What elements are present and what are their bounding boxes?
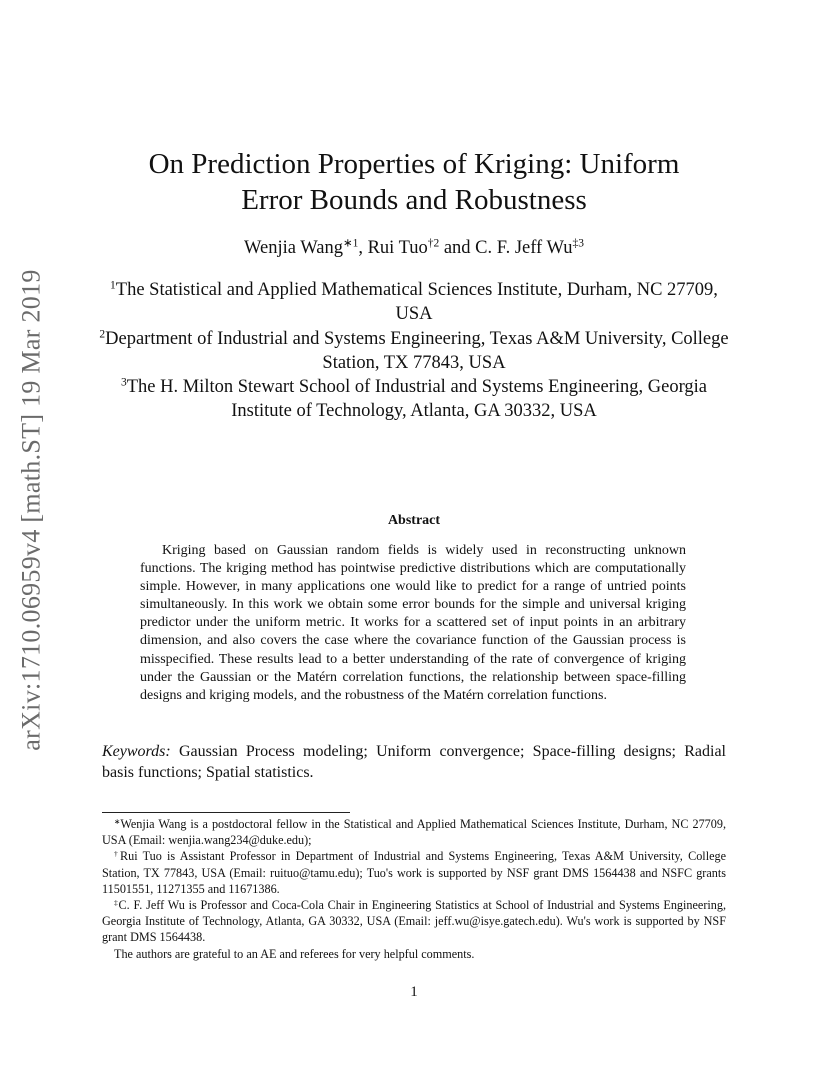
keywords [102, 742, 726, 783]
footnotes [102, 816, 726, 962]
footnote-mark: † [114, 849, 120, 859]
footnote-text: C. F. Jeff Wu is Professor and Coca-Cola Chair in Engineering Statistics at School of Industrial and Systems Engineering, Georgia Institute of Technology, Atlanta, GA 30332, USA (Email: jeff.wu@isye.gatech.edu). Wu's work is supported by NSF grant DMS 1564438. [102, 898, 726, 945]
author-name: C. F. Jeff Wu [475, 238, 573, 258]
author-list [90, 236, 738, 260]
affiliation-number: 1 [110, 279, 116, 292]
author-marks: ∗1 [342, 237, 359, 250]
author-name: Wenjia Wang [244, 238, 343, 258]
author-marks: ‡3 [572, 237, 584, 250]
footnote [102, 897, 726, 946]
footnote [102, 848, 726, 897]
arxiv-side-stamp [12, 270, 52, 750]
title-line-2: Error Bounds and Robustness [241, 184, 587, 216]
abstract-heading: Abstract [387, 513, 441, 528]
footnote-rule [102, 812, 350, 813]
affiliation-text: Department of Industrial and Systems Engineering, Texas A&M University, College Station, TX 77843, USA [105, 328, 729, 373]
footnote-text: Wenjia Wang is a postdoctoral fellow in the Statistical and Applied Mathematical Sciences Institute, Durham, NC 27709, USA (Email: wenjia.wang234@duke.edu); [102, 817, 726, 848]
affiliation-number: 3 [121, 376, 127, 389]
affiliation-text: The H. Milton Stewart School of Industrial and Systems Engineering, Georgia Institute of Technology, Atlanta, GA 30332, USA [126, 377, 707, 422]
page-number: 1 [410, 984, 418, 1000]
author-name: Rui Tuo [367, 238, 428, 258]
abstract-text: Kriging based on Gaussian random fields is widely used in reconstructing unknown functions. The kriging method has pointwise predictive distributions which are computationally simple. However, in many applications one would like to predict for a range of untried points simultaneously. In this work we obtain some error bounds for the simple and universal kriging predictor under the uniform metric. It works for a scattered set of input points in an arbitrary dimension, and also covers the case where the covariance function of the Gaussian process is misspecified. These results lead to a better understanding of the rate of convergence of kriging under the Gaussian or the Matérn correlation functions, the relationship between space-filling designs and kriging models, and the robustness of the Matérn correlation functions. [140, 543, 686, 703]
affiliation [90, 375, 738, 424]
footnote [102, 816, 726, 848]
affiliation-text: The Statistical and Applied Mathematical Sciences Institute, Durham, NC 27709, USA [115, 280, 718, 325]
footnote-mark: ∗ [114, 816, 121, 826]
title-line-1: On Prediction Properties of Kriging: Uniform [148, 148, 680, 180]
affiliation-list [90, 278, 738, 424]
affiliation [90, 278, 738, 327]
arxiv-identifier[interactable]: arXiv:1710.06959v4 [math.ST] 19 Mar 2019 [17, 269, 47, 751]
affiliation-number: 2 [99, 328, 106, 341]
footnote-text: Rui Tuo is Assistant Professor in Department of Industrial and Systems Engineering, Texas A&M University, College Station, TX 77843, USA (Email: ruituo@tamu.edu); Tuo's work is supported by NSF grant DMS 1564438 and NSFC grants 11501551, 11271355 and 11671386. [102, 849, 726, 896]
footnote [102, 946, 726, 962]
footnote-text: The authors are grateful to an AE and referees for very helpful comments. [114, 946, 475, 961]
author-separator: and [439, 238, 476, 258]
author-separator: , [358, 238, 368, 258]
keywords-text: Gaussian Process modeling; Uniform convergence; Space-filling designs; Radial basis functions; Spatial statistics. [102, 743, 727, 781]
footnote-mark: ‡ [114, 897, 119, 907]
keywords-label: Keywords: [102, 743, 171, 760]
paper-title [90, 146, 738, 218]
affiliation [90, 327, 738, 376]
author-marks: †2 [427, 237, 440, 250]
